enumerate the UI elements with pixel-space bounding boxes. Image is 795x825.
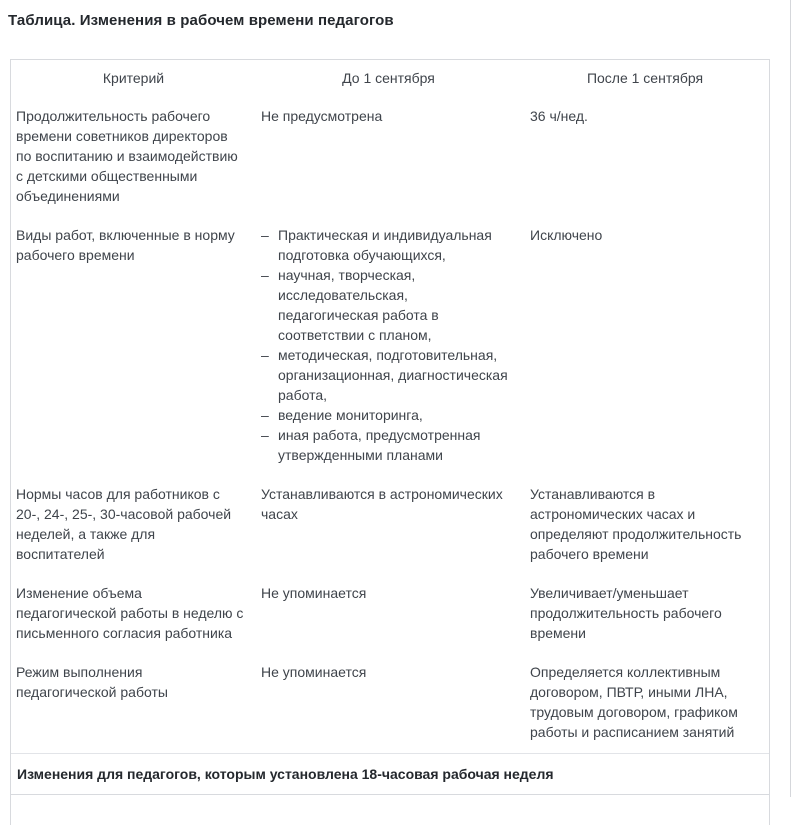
changes-table-card (10, 59, 770, 825)
after-cell: Определяется коллективным договором, ПВТР, иными ЛНА, трудовым договором, графиком работы и расписанием занятий (530, 664, 738, 740)
table-row (11, 217, 769, 476)
page-title: Таблица. Изменения в рабочем времени педагогов (8, 12, 394, 29)
table-row (11, 476, 769, 575)
list-item-text: методическая, подготовительная, организационная, диагностическая работа, (278, 347, 508, 403)
list-item (261, 345, 511, 405)
dash-marker: – (261, 427, 269, 443)
after-cell: Устанавливаются в астрономических часах и определяют продолжительность рабочего времени (530, 486, 742, 562)
dash-marker: – (261, 227, 269, 243)
list-item-text: ведение мониторинга, (278, 407, 423, 423)
table-row (11, 575, 769, 654)
after-cell: Исключено (530, 227, 603, 243)
table-row (11, 98, 769, 217)
list-item-text: Практическая и индивидуальная подготовка обучающихся, (278, 227, 492, 263)
changes-table (11, 60, 769, 753)
page-edge-divider (790, 0, 791, 797)
dash-marker: – (261, 407, 269, 423)
list-item-text: иная работа, предусмотренная утвержденными планами (278, 427, 481, 463)
after-cell: 36 ч/нед. (530, 108, 588, 124)
column-header-before: До 1 сентября (342, 70, 435, 86)
dash-marker: – (261, 347, 269, 363)
before-cell: Устанавливаются в астрономических часах (261, 486, 503, 522)
list-item (261, 405, 511, 425)
criterion-cell: Изменение объема педагогической работы в неделю с письменного согласия работника (16, 585, 244, 641)
list-item (261, 225, 511, 265)
list-item-text: научная, творческая, исследовательская, педагогическая работа в соответствии с планом, (278, 267, 439, 343)
section-heading: Изменения для педагогов, которым установлена 18-часовая рабочая неделя (11, 753, 769, 794)
header-row (11, 60, 769, 98)
dash-marker: – (261, 267, 269, 283)
work-types-list (261, 225, 511, 465)
before-cell: Не упоминается (261, 585, 367, 601)
criterion-cell: Виды работ, включенные в норму рабочего времени (16, 227, 235, 263)
column-header-after: После 1 сентября (586, 70, 704, 86)
criterion-cell: Нормы часов для работников с 20-, 24-, 25-, 30-часовой рабочей неделей, а также для воспитателей (16, 486, 232, 562)
before-cell: Не упоминается (261, 664, 367, 680)
before-cell (256, 217, 521, 476)
next-section-cutoff (11, 794, 769, 825)
table-row (11, 654, 769, 753)
criterion-cell: Продолжительность рабочего времени советников директоров по воспитанию и взаимодействию с детскими общественными объединениями (16, 108, 238, 204)
before-cell: Не предусмотрена (261, 108, 383, 124)
criterion-cell: Режим выполнения педагогической работы (16, 664, 168, 700)
list-item (261, 425, 511, 465)
column-header-criterion: Критерий (102, 70, 165, 86)
list-item (261, 265, 511, 345)
after-cell: Увеличивает/уменьшает продолжительность рабочего времени (530, 585, 722, 641)
